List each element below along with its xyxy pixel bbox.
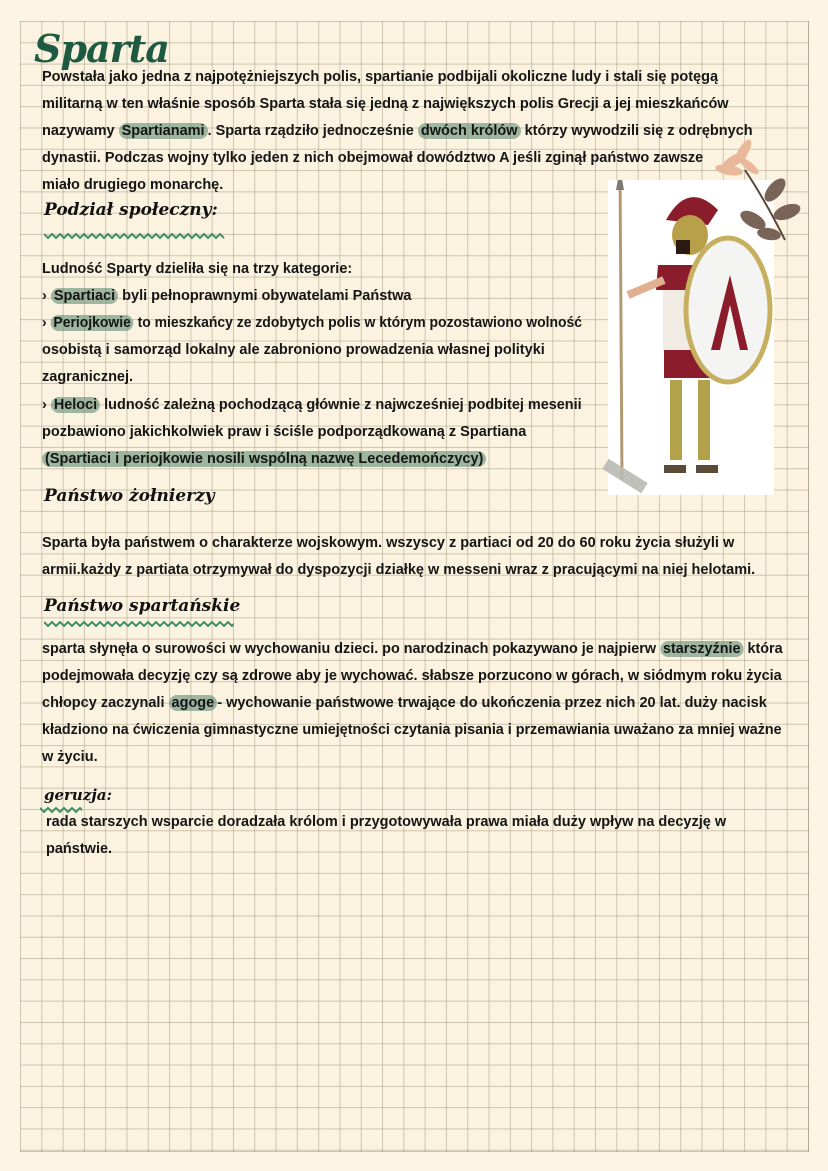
highlight-agoge: agoge: [169, 695, 218, 711]
social-note: [42, 450, 486, 468]
highlight-heloci: Heloci: [51, 397, 100, 413]
intro-line-3: nazywamy Spartianami . Sparta rządziło jednocześnie dwóch królów którzy wywodzili się z odrębnych: [42, 123, 753, 139]
social-item-spartiaci: › Spartiaci byli pełnoprawnymi obywatelami Państwa: [42, 288, 412, 304]
heading-gerusia: geruzja:: [44, 786, 113, 804]
heading-social-division: Podział społeczny:: [44, 200, 218, 220]
highlight-spartiaci: Spartiaci: [51, 288, 118, 304]
social-item-heloci: › Heloci ludność zależną pochodzącą głównie z najwcześniej podbitej mesenii: [42, 397, 582, 413]
heading-spartan-state: Państwo spartańskie: [44, 596, 241, 616]
page-title: Sparta: [34, 26, 169, 71]
highlight-dwoch-krolow: dwóch królów: [418, 123, 521, 139]
intro-line-1: Powstała jako jedna z najpotężniejszych polis, spartianie podbijali okoliczne ludy i stali się potęgą: [42, 69, 719, 85]
gerusia-line-2: państwie.: [46, 841, 113, 857]
state-line-4: kładziono na ćwiczenia gimnastyczne umiejętności czytania pisania i przemawiania uważano za mniej ważne: [42, 722, 782, 738]
intro-line-2: militarną w ten właśnie sposób Sparta stała się jedną z największych polis Grecji a jej mieszkańców: [42, 96, 729, 112]
highlight-note: (Spartiaci i periojkowie nosili wspólną nazwę Lecedemończycy): [42, 451, 486, 467]
highlight-spartianami: Spartianami: [119, 123, 208, 139]
state-line-1: sparta słynęła o surowości w wychowaniu dzieci. po narodzinach pokazywano je najpierw starszyźnie która: [42, 641, 783, 657]
gerusia-line-1: rada starszych wsparcie doradzała królom i przygotowywała prawa miała duży wpływ na decyzję w: [46, 814, 727, 830]
highlight-starszyzna: starszyźnie: [660, 641, 743, 657]
state-line-3: chłopcy zaczynali agoge - wychowanie państwowe trwające do ukończenia przez nich 20 lat. duży nacisk: [42, 695, 767, 711]
wavy-underline-icon: [44, 232, 228, 240]
state-line-5: w życiu.: [42, 749, 98, 765]
wavy-underline-icon: [44, 620, 234, 628]
intro-line-4: dynastii. Podczas wojny tylko jeden z nich obejmował dowództwo A jeśli zginął państwo zawsze: [42, 150, 704, 166]
social-item-periojkowie: › Periojkowie to mieszkańcy ze zdobytych polis w którym pozostawiono wolność: [42, 315, 583, 331]
soldiers-line-1: Sparta była państwem o charakterze wojskowym. wszyscy z partiaci od 20 do 60 roku życia służyli w: [42, 535, 735, 551]
intro-line-5: miało drugiego monarchę.: [42, 177, 224, 193]
flower-sprig-icon: [705, 130, 805, 250]
state-line-2: podejmowała decyzję czy są zdrowe aby je wychować. słabsze porzucono w górach, w siódmym roku życia: [42, 668, 782, 684]
soldiers-line-2: armii.każdy z partiata otrzymywał do dyspozycji działkę w messeni wraz z pracującymi na niej helotami.: [42, 562, 756, 578]
highlight-periojkowie: Periojkowie: [51, 315, 134, 331]
heading-soldiers-state: Państwo żołnierzy: [44, 486, 215, 506]
social-intro: Ludność Sparty dzieliła się na trzy kategorie:: [42, 261, 353, 277]
social-line-6: pozbawiono jakichkolwiek praw i ściśle podporządkowaną z Spartiana: [42, 424, 527, 440]
social-line-4: zagranicznej.: [42, 369, 134, 385]
social-line-3: osobistą i samorząd lokalny ale zabroniono prowadzenia własnej polityki: [42, 342, 545, 358]
